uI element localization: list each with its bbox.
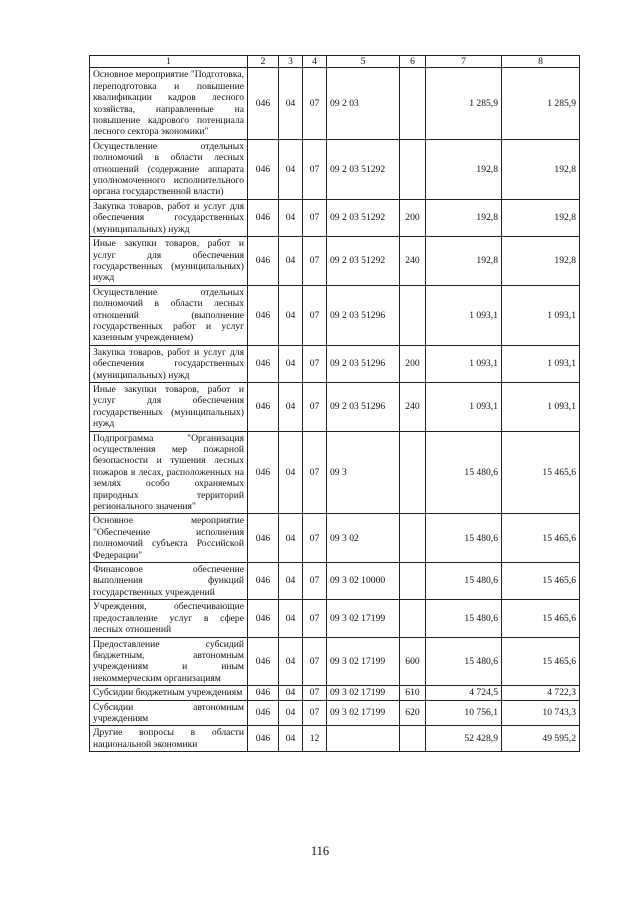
target-article-code: 09 2 03 51292 (327, 237, 400, 286)
expense-type-code: 240 (400, 237, 426, 286)
ministry-code: 046 (248, 563, 279, 600)
ministry-code: 046 (248, 726, 279, 752)
section-code: 04 (279, 382, 303, 431)
amount-col8: 1 093,1 (502, 345, 580, 382)
expense-type-code (400, 600, 426, 637)
amount-col7: 15 480,6 (426, 563, 502, 600)
amount-col8: 49 595,2 (502, 726, 580, 752)
section-code: 04 (279, 563, 303, 600)
amount-col7: 192,8 (426, 199, 502, 236)
expense-type-code (400, 139, 426, 199)
row-description: Осуществление отдельных полномочий в области лесных отношений (выполнение государственных работ и услуг казенным учреждением) (90, 285, 248, 345)
ministry-code: 046 (248, 637, 279, 686)
section-code: 04 (279, 700, 303, 726)
subsection-code: 07 (303, 237, 327, 286)
expense-type-code: 200 (400, 345, 426, 382)
amount-col7: 15 480,6 (426, 600, 502, 637)
amount-col8: 1 093,1 (502, 382, 580, 431)
row-description: Другие вопросы в области национальной экономики (90, 726, 248, 752)
amount-col8: 1 285,9 (502, 68, 580, 139)
amount-col8: 15 465,6 (502, 431, 580, 514)
target-article-code: 09 3 02 17199 (327, 686, 400, 700)
amount-col8: 15 465,6 (502, 514, 580, 563)
subsection-code: 07 (303, 68, 327, 139)
table-row (90, 237, 580, 286)
row-description: Иные закупки товаров, работ и услуг для обеспечения государственных (муниципальных) нужд (90, 382, 248, 431)
amount-col7: 1 093,1 (426, 285, 502, 345)
amount-col8: 15 465,6 (502, 600, 580, 637)
row-description: Осуществление отдельных полномочий в области лесных отношений (содержание аппарата уполномоченного исполнительного органа государственной власти) (90, 139, 248, 199)
section-code: 04 (279, 726, 303, 752)
row-description: Основное мероприятие "Подготовка, переподготовка и повышение квалификации кадров лесного хозяйства, направленные на повышение кадрового потенциала лесного сектора экономики" (90, 68, 248, 139)
ministry-code: 046 (248, 139, 279, 199)
target-article-code: 09 2 03 51296 (327, 345, 400, 382)
table-row (90, 600, 580, 637)
budget-table (89, 55, 580, 752)
amount-col7: 10 756,1 (426, 700, 502, 726)
section-code: 04 (279, 600, 303, 637)
target-article-code: 09 3 02 17199 (327, 600, 400, 637)
expense-type-code (400, 68, 426, 139)
expense-type-code: 610 (400, 686, 426, 700)
column-header: 1 (90, 56, 248, 68)
target-article-code: 09 2 03 51292 (327, 199, 400, 236)
amount-col8: 192,8 (502, 139, 580, 199)
table-row (90, 514, 580, 563)
row-description: Основное мероприятие "Обеспечение исполнения полномочий субъекта Российской Федерации" (90, 514, 248, 563)
table-row (90, 637, 580, 686)
expense-type-code: 620 (400, 700, 426, 726)
subsection-code: 07 (303, 345, 327, 382)
target-article-code: 09 3 (327, 431, 400, 514)
ministry-code: 046 (248, 700, 279, 726)
target-article-code: 09 3 02 17199 (327, 637, 400, 686)
ministry-code: 046 (248, 237, 279, 286)
amount-col7: 192,8 (426, 237, 502, 286)
expense-type-code (400, 514, 426, 563)
subsection-code: 07 (303, 382, 327, 431)
amount-col8: 15 465,6 (502, 563, 580, 600)
column-header: 3 (279, 56, 303, 68)
section-code: 04 (279, 139, 303, 199)
table-row (90, 726, 580, 752)
subsection-code: 07 (303, 637, 327, 686)
expense-type-code: 240 (400, 382, 426, 431)
subsection-code: 07 (303, 285, 327, 345)
subsection-code: 12 (303, 726, 327, 752)
amount-col7: 4 724,5 (426, 686, 502, 700)
row-description: Предоставление субсидий бюджетным, автономным учреждениям и иным некоммерческим организациям (90, 637, 248, 686)
section-code: 04 (279, 431, 303, 514)
section-code: 04 (279, 199, 303, 236)
expense-type-code: 200 (400, 199, 426, 236)
ministry-code: 046 (248, 382, 279, 431)
section-code: 04 (279, 686, 303, 700)
subsection-code: 07 (303, 686, 327, 700)
row-description: Субсидии бюджетным учреждениям (90, 686, 248, 700)
target-article-code (327, 726, 400, 752)
ministry-code: 046 (248, 345, 279, 382)
section-code: 04 (279, 237, 303, 286)
row-description: Подпрограмма "Организация осуществления мер пожарной безопасности и тушения лесных пожаров в лесах, расположенных на землях особо охраняемых природных территорий регионального значения" (90, 431, 248, 514)
amount-col7: 1 093,1 (426, 382, 502, 431)
subsection-code: 07 (303, 199, 327, 236)
subsection-code: 07 (303, 139, 327, 199)
section-code: 04 (279, 345, 303, 382)
ministry-code: 046 (248, 68, 279, 139)
table-row (90, 199, 580, 236)
row-description: Иные закупки товаров, работ и услуг для обеспечения государственных (муниципальных) нужд (90, 237, 248, 286)
row-description: Учреждения, обеспечивающие предоставление услуг в сфере лесных отношений (90, 600, 248, 637)
expense-type-code: 600 (400, 637, 426, 686)
amount-col7: 192,8 (426, 139, 502, 199)
row-description: Закупка товаров, работ и услуг для обеспечения государственных (муниципальных) нужд (90, 345, 248, 382)
section-code: 04 (279, 514, 303, 563)
section-code: 04 (279, 637, 303, 686)
ministry-code: 046 (248, 285, 279, 345)
amount-col8: 4 722,3 (502, 686, 580, 700)
table-row (90, 563, 580, 600)
subsection-code: 07 (303, 700, 327, 726)
amount-col7: 1 285,9 (426, 68, 502, 139)
table-row (90, 700, 580, 726)
column-header: 6 (400, 56, 426, 68)
column-header: 8 (502, 56, 580, 68)
ministry-code: 046 (248, 514, 279, 563)
row-description: Закупка товаров, работ и услуг для обеспечения государственных (муниципальных) нужд (90, 199, 248, 236)
target-article-code: 09 3 02 17199 (327, 700, 400, 726)
header-row (90, 56, 580, 68)
column-header: 4 (303, 56, 327, 68)
table-row (90, 139, 580, 199)
target-article-code: 09 2 03 51292 (327, 139, 400, 199)
target-article-code: 09 2 03 (327, 68, 400, 139)
target-article-code: 09 3 02 10000 (327, 563, 400, 600)
column-header: 5 (327, 56, 400, 68)
section-code: 04 (279, 285, 303, 345)
amount-col7: 1 093,1 (426, 345, 502, 382)
target-article-code: 09 2 03 51296 (327, 382, 400, 431)
amount-col8: 1 093,1 (502, 285, 580, 345)
subsection-code: 07 (303, 600, 327, 637)
amount-col8: 10 743,3 (502, 700, 580, 726)
amount-col8: 192,8 (502, 237, 580, 286)
page-number: 116 (310, 844, 330, 858)
row-description: Финансовое обеспечение выполнения функций государственных учреждений (90, 563, 248, 600)
table-row (90, 382, 580, 431)
column-header: 7 (426, 56, 502, 68)
table-row (90, 68, 580, 139)
column-header: 2 (248, 56, 279, 68)
amount-col7: 52 428,9 (426, 726, 502, 752)
expense-type-code (400, 431, 426, 514)
table-row (90, 431, 580, 514)
ministry-code: 046 (248, 199, 279, 236)
table-row (90, 285, 580, 345)
ministry-code: 046 (248, 686, 279, 700)
ministry-code: 046 (248, 431, 279, 514)
ministry-code: 046 (248, 600, 279, 637)
target-article-code: 09 3 02 (327, 514, 400, 563)
amount-col8: 15 465,6 (502, 637, 580, 686)
table-row (90, 345, 580, 382)
subsection-code: 07 (303, 563, 327, 600)
section-code: 04 (279, 68, 303, 139)
amount-col7: 15 480,6 (426, 637, 502, 686)
amount-col7: 15 480,6 (426, 431, 502, 514)
amount-col8: 192,8 (502, 199, 580, 236)
target-article-code: 09 2 03 51296 (327, 285, 400, 345)
table-row (90, 686, 580, 700)
subsection-code: 07 (303, 514, 327, 563)
expense-type-code (400, 285, 426, 345)
amount-col7: 15 480,6 (426, 514, 502, 563)
row-description: Субсидии автономным учреждениям (90, 700, 248, 726)
expense-type-code (400, 563, 426, 600)
expense-type-code (400, 726, 426, 752)
subsection-code: 07 (303, 431, 327, 514)
